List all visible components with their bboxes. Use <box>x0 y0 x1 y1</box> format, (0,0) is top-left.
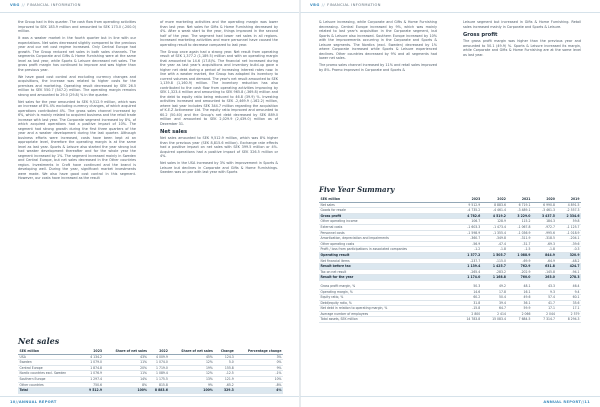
row-label: Gross profit <box>319 213 456 219</box>
table-cell: 115.2 <box>507 219 532 225</box>
row-label: Tax on net result <box>319 269 456 275</box>
table-cell: -4 735.2 <box>456 208 482 214</box>
table-cell: 17.8 <box>482 289 508 295</box>
row-label: Total <box>18 388 83 394</box>
net-sales-grid <box>18 349 283 394</box>
table-cell: -31.7 <box>507 241 532 247</box>
table-cell: 2 800 <box>456 311 482 317</box>
header-section: FINANCIAL INFORMATION <box>327 3 381 7</box>
table-cell: 184.3 <box>532 219 557 225</box>
table-cell: 46.4 <box>556 284 581 289</box>
table-cell: 1 079.0 <box>83 360 104 366</box>
table-cell: -1 036.9 <box>507 230 532 236</box>
table-cell: 1 297.4 <box>83 376 104 382</box>
page-footer <box>300 396 600 407</box>
table-cell: -1.8 <box>482 247 508 253</box>
table-cell: 1 377.2 <box>456 252 482 258</box>
paragraph: Net sales in the USA increased by 3% with improvement in Sports & Leisure but declines in Corporate and Gifts & Home Furnishings. Sweden was on par with last year with Sports <box>160 161 278 175</box>
table-cell: -48.2 <box>556 258 581 264</box>
column-header: Change <box>214 349 235 354</box>
table-cell: -283.2 <box>482 269 508 275</box>
table-cell: 6 990.8 <box>532 202 557 208</box>
header-brand: VBG // FINANCIAL INFORMATION <box>10 3 81 7</box>
table-cell: 1 175.5 <box>149 376 170 382</box>
row-label: Central Europe <box>18 365 83 371</box>
table-cell: 1 174.0 <box>456 275 482 281</box>
table-cell: 762.9 <box>507 264 532 270</box>
table-cell: 50.3 <box>456 284 482 289</box>
table-cell: -311.9 <box>507 236 532 242</box>
table-title: Five Year Summary <box>319 185 395 194</box>
row-label: Debt/equity ratio, % <box>319 300 456 306</box>
table-cell: 100% <box>169 388 214 394</box>
row-label: External costs <box>319 224 456 230</box>
paragraph: Leisure segment but increased in Gifts & Home Furnishing. Retail sales increased mainly in Corporate and Sports & Leisure. <box>463 20 581 29</box>
footer-left: 10//ANNUAL REPORT <box>10 400 57 404</box>
table-cell: -145.8 <box>532 269 557 275</box>
row-label: Result for the year <box>319 275 456 281</box>
table-cell: 320.9 <box>556 252 581 258</box>
table-cell: 1 088.9 <box>507 252 532 258</box>
table-cell: -3 461.3 <box>532 208 557 214</box>
table-cell: -47.4 <box>482 241 508 247</box>
column-header: 2023 <box>456 197 482 202</box>
table-cell: 2 066 <box>507 311 532 317</box>
table-cell: -972.7 <box>532 224 557 230</box>
table-cell: 20% <box>104 365 149 371</box>
footer-label: ANNUAL REPORT <box>18 400 57 404</box>
table-cell: 31.8 <box>456 300 482 306</box>
table-cell: -1% <box>235 371 283 377</box>
table-cell: 9 512.9 <box>456 202 482 208</box>
paragraph: Net sales amounted to SEK 9,512.9 million, which was 8% higher than the previous year (SEK 8,815.6 million). Exchange rate effects had a positive impact on net sales with SEK 399.5 million or 4%. Acquired operations had a positive impact of SEK 326.5 million or 4%. <box>160 136 278 159</box>
table-cell: 1 425.7 <box>482 264 508 270</box>
table-cell: -39.6 <box>556 241 581 247</box>
table-title: Net sales <box>18 336 60 346</box>
table-cell: 8 883.6 <box>482 202 508 208</box>
table-cell: -202.9 <box>507 269 532 275</box>
page-footer <box>0 396 300 407</box>
row-label: Other operating costs <box>319 241 456 247</box>
table-cell: 1 505.7 <box>482 252 508 258</box>
five-year-grid <box>319 197 581 323</box>
table-cell: 43.3 <box>532 284 557 289</box>
row-label: Sweden <box>18 360 83 366</box>
table-cell: 9% <box>169 382 214 388</box>
net-sales-table <box>18 336 283 394</box>
table-cell: 16.1 <box>507 289 532 295</box>
paragraph: the Group had in this quarter. The cash flow from operating activities improved to SEK 183.9 million and amounted to SEK 173.0 (-200.0) million. <box>18 20 136 33</box>
text-column-4 <box>463 20 581 60</box>
table-cell: 12% <box>169 360 214 366</box>
table-cell: 8% <box>104 382 149 388</box>
paragraph: We have good cost control and excluding currency changes and acquisitions, the increase was related to higher costs for the premises and marketing. Operating result decreased by SEK 26.5 million to SEK 550.7 (547.2) million. The operating margin remains strong and amounted to 29.0 (29.8) % in the quarter. <box>18 74 136 97</box>
column-header: Percentage change <box>235 349 283 354</box>
table-cell: 815.8 <box>149 382 170 388</box>
table-cell: 14.6 <box>456 289 482 295</box>
table-cell: -995.6 <box>532 230 557 236</box>
table-cell: 8 294.3 <box>556 317 581 323</box>
paragraph: The gross profit margin was higher than the previous year and amounted to 50.1 (49.9) %. Sports & Leisure increased its margin, while Corporate and Gifts & Home Furnishing are at the same level as last year. <box>463 39 581 57</box>
column-header: Share of net sales <box>104 349 149 354</box>
table-cell: 5.0 <box>214 360 235 366</box>
row-label: Other countries <box>18 382 83 388</box>
table-cell: 36.1 <box>507 300 532 306</box>
table-cell: -204.1 <box>556 236 581 242</box>
table-cell: -349.8 <box>482 236 508 242</box>
table-cell: 59.8 <box>556 219 581 225</box>
page-header <box>0 0 300 13</box>
table-cell: 4 891.5 <box>556 202 581 208</box>
table-cell: 263.0 <box>532 275 557 281</box>
table-cell: 7 314.7 <box>532 317 557 323</box>
table-cell: 49.6 <box>507 295 532 301</box>
table-cell: 10% <box>235 376 283 382</box>
table-cell: 760.0 <box>507 275 532 281</box>
page-number: 11 <box>584 400 590 404</box>
row-label: Equity ratio, % <box>319 295 456 301</box>
table-cell: 9 512.9 <box>83 388 104 394</box>
table-cell: 19% <box>169 365 214 371</box>
table-cell: 278.3 <box>556 275 581 281</box>
table-cell: -69.9 <box>507 258 532 264</box>
paragraph: It was a weaker market in the fourth quarter but in line with our expectations. Net sales decreased slightly compared to the previous year and our net cost regime increased. Only Central Europe had growth. The Group reduced net sales in both sales channels. The segments Corporate and Gifts & Home Furnishing were at the same level as last year, while Sports & Leisure decreased net sales. The gross profit margin has continued to improve and was higher than the previous year. <box>18 36 136 72</box>
page-header <box>300 0 600 13</box>
table-cell: 424.7 <box>556 264 581 270</box>
table-cell: 11% <box>104 371 149 377</box>
column-header: 2019 <box>556 197 581 202</box>
table-cell: -1 603.3 <box>456 224 482 230</box>
table-cell: 1 089.4 <box>149 371 170 377</box>
section-heading: Gross profit <box>463 31 498 38</box>
paragraph: & Leisure increasing, while Corporate and Gifts & Home Furnishing decreasing. Central Europe increased by 9%, which was mainly related to last year's acquisition in the Corporate segment, but Sports & Leisure also increased. Southern Europe increased by 10% with the improvements occurring in the Corporate and Sports & Leisure segments. The Nordics (excl. Sweden) decreased by 1% where Corporate increased while Sports & Leisure experienced declines. Other countries decreased by 9% and all segments had lower net sales. <box>319 20 437 60</box>
row-label: Result before tax <box>319 264 456 270</box>
table-cell: 128.9 <box>482 219 508 225</box>
row-label: Net financial items <box>319 258 456 264</box>
table-cell: -1 125.7 <box>556 224 581 230</box>
table-cell: 4 134.2 <box>83 354 104 360</box>
table-cell: 39.4 <box>482 300 508 306</box>
table-cell: -1.2 <box>456 247 482 253</box>
brand-logo: VBG <box>310 3 320 7</box>
table-cell: -115.0 <box>482 258 508 264</box>
table-cell: 14 783.8 <box>456 317 482 323</box>
table-cell: 6 719.1 <box>507 202 532 208</box>
row-label: Net debt in relation to operating margin, % <box>319 306 456 312</box>
table-cell: 121.9 <box>214 376 235 382</box>
table-cell: 124.3 <box>214 354 235 360</box>
table-cell: -1.8 <box>532 247 557 253</box>
table-cell: 155.8 <box>214 365 235 371</box>
table-cell: 8 883.6 <box>149 388 170 394</box>
table-cell: -1 355.4 <box>482 230 508 236</box>
table-cell: 14% <box>104 376 149 382</box>
header-brand: VBG // FINANCIAL INFORMATION <box>310 3 381 7</box>
paragraph: The Group once again had a strong year. Net result from operating result of SEK 1,377.2 (1,189.5) million and with an operating margin that amounted to 14.6 (17.8)%. The financial net increased during the year as last year's acquisitions and inventory build-up gave a higher net debt during a period of increasing interest rates now. In line with a weaker market, the Group has adapted its inventory to current volumes and demand. The year's net result amounted to SEK 1,139.8 (1,160.9) million. The inventory reduction has also contributed to the cash flow from operating activities improving by SEK 1,323.4 million and amounting to SEK 965.8 (-369.8) million and the debt to equity ratio being reduced to 46.8 (39.9) %. Investing activities increased and amounted to SEK -2,469.9 (-162.2) million, where last year includes SEK 344.7 million regarding the acquisition of K.E.Z Activewear Ltd. The equity ratio improved and amounted to 60.2 (50.40) and the Group's net debt decreased by SEK 889.0 million and amounted to SEK 2,029.9 (2,439.0) million as of December 31. <box>160 49 278 126</box>
table-cell: -2 557.3 <box>556 208 581 214</box>
row-label: USA <box>18 354 83 360</box>
table-cell: 1 168.8 <box>482 275 508 281</box>
table-cell: 57.4 <box>532 295 557 301</box>
table-cell: 4% <box>235 388 283 394</box>
paragraph: Net sales for the year amounted to SEK 9,512.9 million, which was an increase of 8% 4% excluding currency changes, of which acquired operations contributed 4%. The gross sales channel increased by 6%, which is mainly related to acquired business and the retail trade increase with last year. The Corporate segment increased by 8%, of which acquired operations had a positive impact of 10%. The segment had strong growth during the first three quarters of the year and a weaker development during the last quarter. Although business efforts were increased, costs have been kept at an appropriate level, therefore the operating margin is at the same level as last year. Sports & Leisure also started the year strong but had weaker development thereafter and for the whole year the segment increased by 1%. The segment increased mainly in Sweden and Central Europe, but net sales decreased in the Other countries region. Investments in Croft have continued and the brand is developing well. During the year, significant market investments were made. We also have good cost control in this segment. However, our costs have increased as the result <box>18 99 136 181</box>
column-header: 2021 <box>507 197 532 202</box>
table-cell: 59.9 <box>507 306 532 312</box>
table-cell: 4 519.2 <box>482 213 508 219</box>
table-cell: -1 598.9 <box>456 230 482 236</box>
row-label: Nordic countries excl. Sweden <box>18 371 83 377</box>
table-cell: 1 076.9 <box>83 371 104 377</box>
row-label: Other operating income <box>319 219 456 225</box>
row-label: Gross profit margin, % <box>319 284 456 289</box>
table-cell: -65.2 <box>214 382 235 388</box>
table-cell: -1 473.4 <box>482 224 508 230</box>
row-label: Operating result <box>319 252 456 258</box>
right-page <box>300 0 600 407</box>
table-cell: 49.2 <box>482 284 508 289</box>
column-header: 2023 <box>83 349 104 354</box>
table-cell: -56.9 <box>456 241 482 247</box>
table-cell: 2 579 <box>556 311 581 317</box>
table-cell: 3 437.5 <box>532 213 557 219</box>
table-cell: 50.4 <box>482 295 508 301</box>
footer-label: ANNUAL REPORT <box>543 400 582 404</box>
table-cell: 1 139.4 <box>456 264 482 270</box>
table-cell: 43% <box>104 354 149 360</box>
table-cell: -318.5 <box>532 236 557 242</box>
table-cell: 11% <box>104 360 149 366</box>
paragraph: of more marketing activities and the operating margin was lower than last year. Net sales for Gifts & Home Furnishing decreased by 4%. After a weak start to the year, things improved in the second half of the year. The segment had lower net sales in all regions. Increased marketing activities and more personnel have caused the operating result to decrease compared to last year. <box>160 20 278 47</box>
table-cell: -8% <box>235 382 283 388</box>
table-row <box>319 317 581 323</box>
table-cell: 17.1 <box>556 306 581 312</box>
table-cell: 7 684.5 <box>507 317 532 323</box>
section-heading: Net sales <box>160 128 188 135</box>
table-cell: 106.7 <box>456 219 482 225</box>
table-cell: 13% <box>169 376 214 382</box>
column-header: SEK million <box>18 349 83 354</box>
table-cell: -15.8 <box>456 306 482 312</box>
column-header: Share of net sales <box>169 349 214 354</box>
row-label: Average number of employees <box>319 311 456 317</box>
table-cell: 9.3 <box>532 289 557 295</box>
table-cell: 2 044 <box>532 311 557 317</box>
row-label: Goods for resale <box>319 208 456 214</box>
table-cell: -3 489.1 <box>507 208 532 214</box>
table-cell: 4 782.6 <box>456 213 482 219</box>
table-cell: 45% <box>169 354 214 360</box>
table-cell: 631.8 <box>532 264 557 270</box>
table-cell: 35.6 <box>556 300 581 306</box>
table-cell: 41.7 <box>532 300 557 306</box>
table-cell: -1 067.8 <box>507 224 532 230</box>
table-cell: -12.5 <box>214 371 235 377</box>
table-cell: 3 229.0 <box>507 213 532 219</box>
five-year-summary <box>319 185 581 323</box>
table-cell: -1.5 <box>507 247 532 253</box>
row-label: Net sales <box>319 202 456 208</box>
column-header: SEK million <box>319 197 456 202</box>
table-cell: -64.9 <box>532 258 557 264</box>
table-cell: 3% <box>235 354 283 360</box>
table-cell: -1 018.9 <box>556 230 581 236</box>
table-cell: 15 083.4 <box>482 317 508 323</box>
table-cell: 329.3 <box>214 388 235 394</box>
row-label: Personnel costs <box>319 230 456 236</box>
footer-right: ANNUAL REPORT//11 <box>543 400 590 404</box>
page-number: 10 <box>10 400 16 404</box>
column-header: 2022 <box>149 349 170 354</box>
table-cell: -94.1 <box>556 269 581 275</box>
row-label: Southern Europe <box>18 376 83 382</box>
table-cell: 9% <box>235 365 283 371</box>
table-cell: -265.4 <box>456 269 482 275</box>
table-cell: 750.6 <box>83 382 104 388</box>
paragraph: The promo sales channel increased by 11% and retail sales improved by 8%. Promo improved in Corporate and Sports & <box>319 63 437 72</box>
table-cell: 48.1 <box>507 284 532 289</box>
table-cell: 844.9 <box>532 252 557 258</box>
table-cell: -4 461.4 <box>482 208 508 214</box>
table-cell: 2 334.6 <box>556 213 581 219</box>
table-cell: 64.7 <box>482 306 508 312</box>
table-cell: 1 719.0 <box>149 365 170 371</box>
table-cell: -237.7 <box>456 258 482 264</box>
table-cell: 60.1 <box>556 295 581 301</box>
row-label: Operating margin, % <box>319 289 456 295</box>
table-cell: 1 874.8 <box>83 365 104 371</box>
table-cell: 60.2 <box>456 295 482 301</box>
text-column-1 <box>18 20 136 183</box>
subtotal-row <box>18 388 283 394</box>
table-cell: -69.3 <box>532 241 557 247</box>
table-cell: 1 074.0 <box>149 360 170 366</box>
column-header: 2022 <box>482 197 508 202</box>
table-cell: 12% <box>169 371 214 377</box>
table-cell: 0% <box>235 360 283 366</box>
brand-logo: VBG <box>10 3 20 7</box>
table-cell: 100% <box>104 388 149 394</box>
column-header: 2020 <box>532 197 557 202</box>
header-section: FINANCIAL INFORMATION <box>27 3 81 7</box>
table-cell: 9.4 <box>556 289 581 295</box>
row-label: Amortization, depreciation and impairments <box>319 236 456 242</box>
table-cell: 2 414 <box>482 311 508 317</box>
table-cell: 4 009.9 <box>149 354 170 360</box>
text-column-2 <box>160 20 278 177</box>
table-cell: 17.1 <box>532 306 557 312</box>
row-label: Total assets, SEK million <box>319 317 456 323</box>
text-column-3 <box>319 20 437 75</box>
table-cell: -0.3 <box>556 247 581 253</box>
table-cell: -360.7 <box>456 236 482 242</box>
row-label: Profit / loss from participations in associated companies <box>319 247 456 253</box>
